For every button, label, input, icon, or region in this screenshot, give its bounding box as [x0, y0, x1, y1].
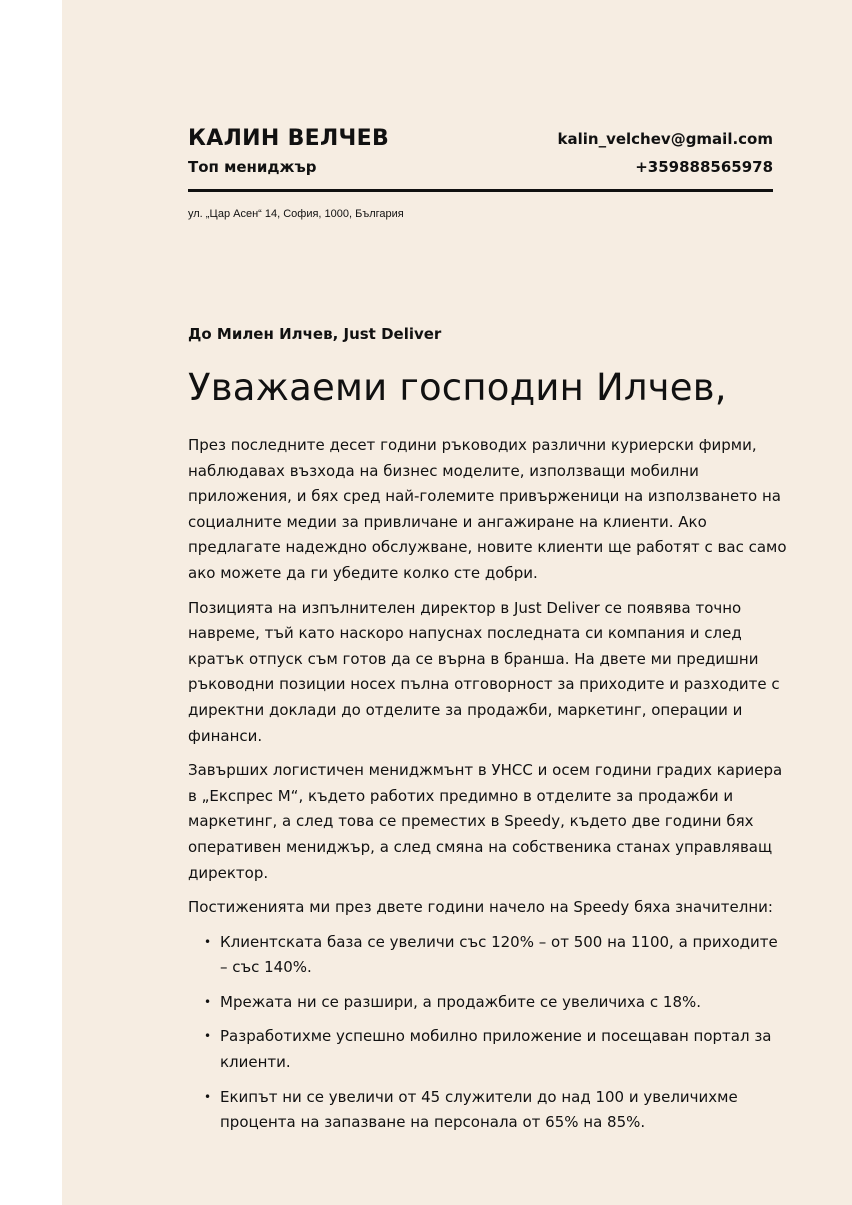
list-item: [204, 990, 788, 1016]
paragraph: През последните десет години ръководих различни куриерски фирми, наблюдавах възхода на бизнес моделите, използващи мобилни приложения, и бях сред най-големите привърженици на използването на социалните медии за привличане и ангажиране на клиенти. Ако предлагате надеждно обслужване, новите клиенти ще работят с вас само ако можете да ги убедите колко сте добри.: [188, 436, 787, 582]
achievements-list: [188, 930, 788, 1136]
bullet-icon: •: [204, 1089, 212, 1104]
list-item: [204, 930, 788, 981]
list-item-text: Екипът ни се увеличи от 45 служители до над 100 и увеличихме процента на запазване на персонала от 65% на 85%.: [220, 1087, 738, 1132]
list-item-text: Разработихме успешно мобилно приложение и посещаван портал за клиенти.: [220, 1027, 772, 1072]
letter-body: [188, 433, 788, 1145]
letter-page: [62, 0, 852, 1205]
list-item: [204, 1085, 788, 1136]
greeting: Уважаеми господин Илчев,: [188, 366, 727, 409]
bullet-icon: •: [204, 1029, 212, 1044]
list-item: [204, 1024, 788, 1075]
recipient-line: До Милен Илчев, Just Deliver: [188, 325, 442, 343]
list-item-text: Клиентската база се увеличи със 120% – от 500 на 1100, а приходите – със 140%.: [220, 932, 778, 977]
sender-email[interactable]: kalin_velchev@gmail.com: [557, 130, 773, 148]
sender-phone[interactable]: +359888565978: [635, 158, 773, 176]
sender-name: КАЛИН ВЕЛЧЕВ: [188, 126, 390, 151]
paragraph: Позицията на изпълнителен директор в Just Deliver се появява точно навреме, тъй като наскоро напуснах последната си компания и след кратък отпуск съм готов да се върна в бранша. На двете ми предишни ръководни позиции носех пълна отговорност за приходите и разходите с директни доклади до отделите за продажби, маркетинг, операции и финанси.: [188, 598, 780, 745]
bullet-icon: •: [204, 994, 212, 1009]
paragraph: Завърших логистичен мениджмънт в УНСС и осем години градих кариера в „Експрес М“, където работих предимно в отделите за продажби и маркетинг, а след това се преместих в Speedy, където две години бях оперативен мениджър, а след смяна на собственика станах управляващ директор.: [188, 761, 783, 882]
paragraph: Постиженията ми през двете години начело на Speedy бяха значителни:: [188, 898, 773, 917]
list-item-text: Мрежата ни се разшири, а продажбите се увеличиха с 18%.: [220, 992, 702, 1011]
sender-address: ул. „Цар Асен“ 14, София, 1000, България: [188, 208, 404, 220]
bullet-icon: •: [204, 934, 212, 949]
sender-role: Топ мениджър: [188, 158, 317, 176]
letter-header: [188, 120, 773, 192]
